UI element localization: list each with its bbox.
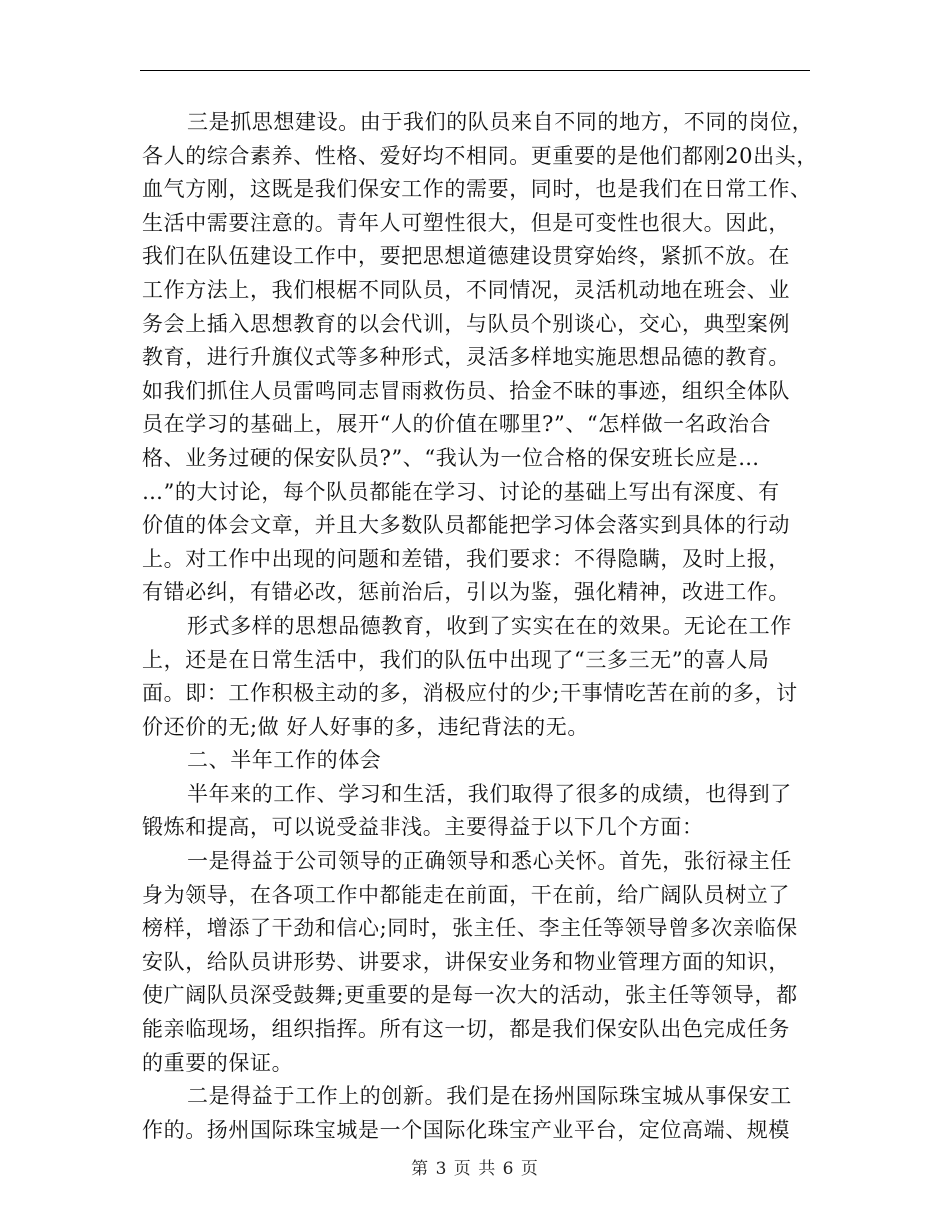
paragraph-line: 面。即：工作积极主动的多，消极应付的少;干事情吃苦在前的多，讨 [142,681,798,706]
paragraph-line: 我们在队伍建设工作中，要把思想道德建设贯穿始终，紧抓不放。在 [142,244,790,269]
paragraph-line: 员在学习的基础上，展开“人的价值在哪里?”、“怎样做一名政治合 [142,412,772,437]
paragraph-line: 二是得益于工作上的创新。我们是在扬州国际珠宝城从事保安工 [187,1084,792,1109]
paragraph-line: 上，还是在日常生活中，我们的队伍中出现了“三多三无”的喜人局 [142,647,770,672]
paragraph-line: 一是得益于公司领导的正确领导和悉心关怀。首先，张衍禄主任 [187,849,792,874]
header-rule [140,70,810,71]
paragraph-line: 血气方刚，这既是我们保安工作的需要，同时，也是我们在日常工作、 [142,177,812,202]
paragraph-line: 半年来的工作、学习和生活，我们取得了很多的成绩，也得到了 [187,781,792,806]
paragraph-line: 能亲临现场，组织指挥。所有这一切，都是我们保安队出色完成任务 [142,1017,790,1042]
paragraph-line: …”的大讨论，每个队员都能在学习、讨论的基础上写出有深度、有 [142,479,780,504]
paragraph-line: 各人的综合素养、性格、爱好均不相同。更重要的是他们都刚20出头， [142,143,818,168]
paragraph-line: 三是抓思想建设。由于我们的队员来自不同的地方，不同的岗位， [187,110,814,134]
paragraph-line: 使广阔队员深受鼓舞;更重要的是每一次大的活动，张主任等领导，都 [142,983,798,1008]
paragraph-line: 格、业务过硬的保安队员?”、“我认为一位合格的保安班长应是… [142,445,760,470]
page-number-footer: 第 3 页 共 6 页 [411,1159,539,1179]
document-body [142,106,818,1147]
paragraph-line: 教育，进行升旗仪式等多种形式，灵活多样地实施思想品德的教育。 [142,345,790,370]
paragraph-line: 有错必纠，有错必改，惩前治后，引以为鉴，强化精神，改进工作。 [142,580,790,605]
paragraph-line: 安队，给队员讲形势、讲要求，讲保安业务和物业管理方面的知识， [142,949,790,974]
paragraph-line: 价还价的无;做 好人好事的多，违纪背法的无。 [142,714,589,739]
paragraph-line: 锻炼和提高，可以说受益非浅。主要得益于以下几个方面： [142,815,704,840]
paragraph-line: 榜样，增添了干劲和信心;同时，张主任、李主任等领导曾多次亲临保 [142,916,798,941]
section-heading: 二、半年工作的体会 [187,748,382,773]
paragraph-line: 作的。扬州国际珠宝城是一个国际化珠宝产业平台，定位高端、规模 [142,1117,790,1142]
paragraph-line: 生活中需要注意的。青年人可塑性很大，但是可变性也很大。因此， [142,210,790,235]
paragraph-line: 如我们抓住人员雷鸣同志冒雨救伤员、拾金不昧的事迹，组织全体队 [142,378,790,403]
paragraph-line: 务会上插入思想教育的以会代训，与队员个别谈心，交心，典型案例 [142,311,790,336]
paragraph-line: 价值的体会文章，并且大多数队员都能把学习体会落实到具体的行动 [142,513,790,538]
paragraph-line: 身为领导，在各项工作中都能走在前面，干在前，给广阔队员树立了 [142,882,790,907]
paragraph-line: 形式多样的思想品德教育，收到了实实在在的效果。无论在工作 [187,613,792,638]
paragraph-line: 上。对工作中出现的问题和差错，我们要求：不得隐瞒，及时上报， [142,546,790,571]
paragraph-line: 工作方法上，我们根椐不同队员，不同情况，灵活机动地在班会、业 [142,277,790,302]
paragraph-line: 的重要的保证。 [142,1050,294,1075]
